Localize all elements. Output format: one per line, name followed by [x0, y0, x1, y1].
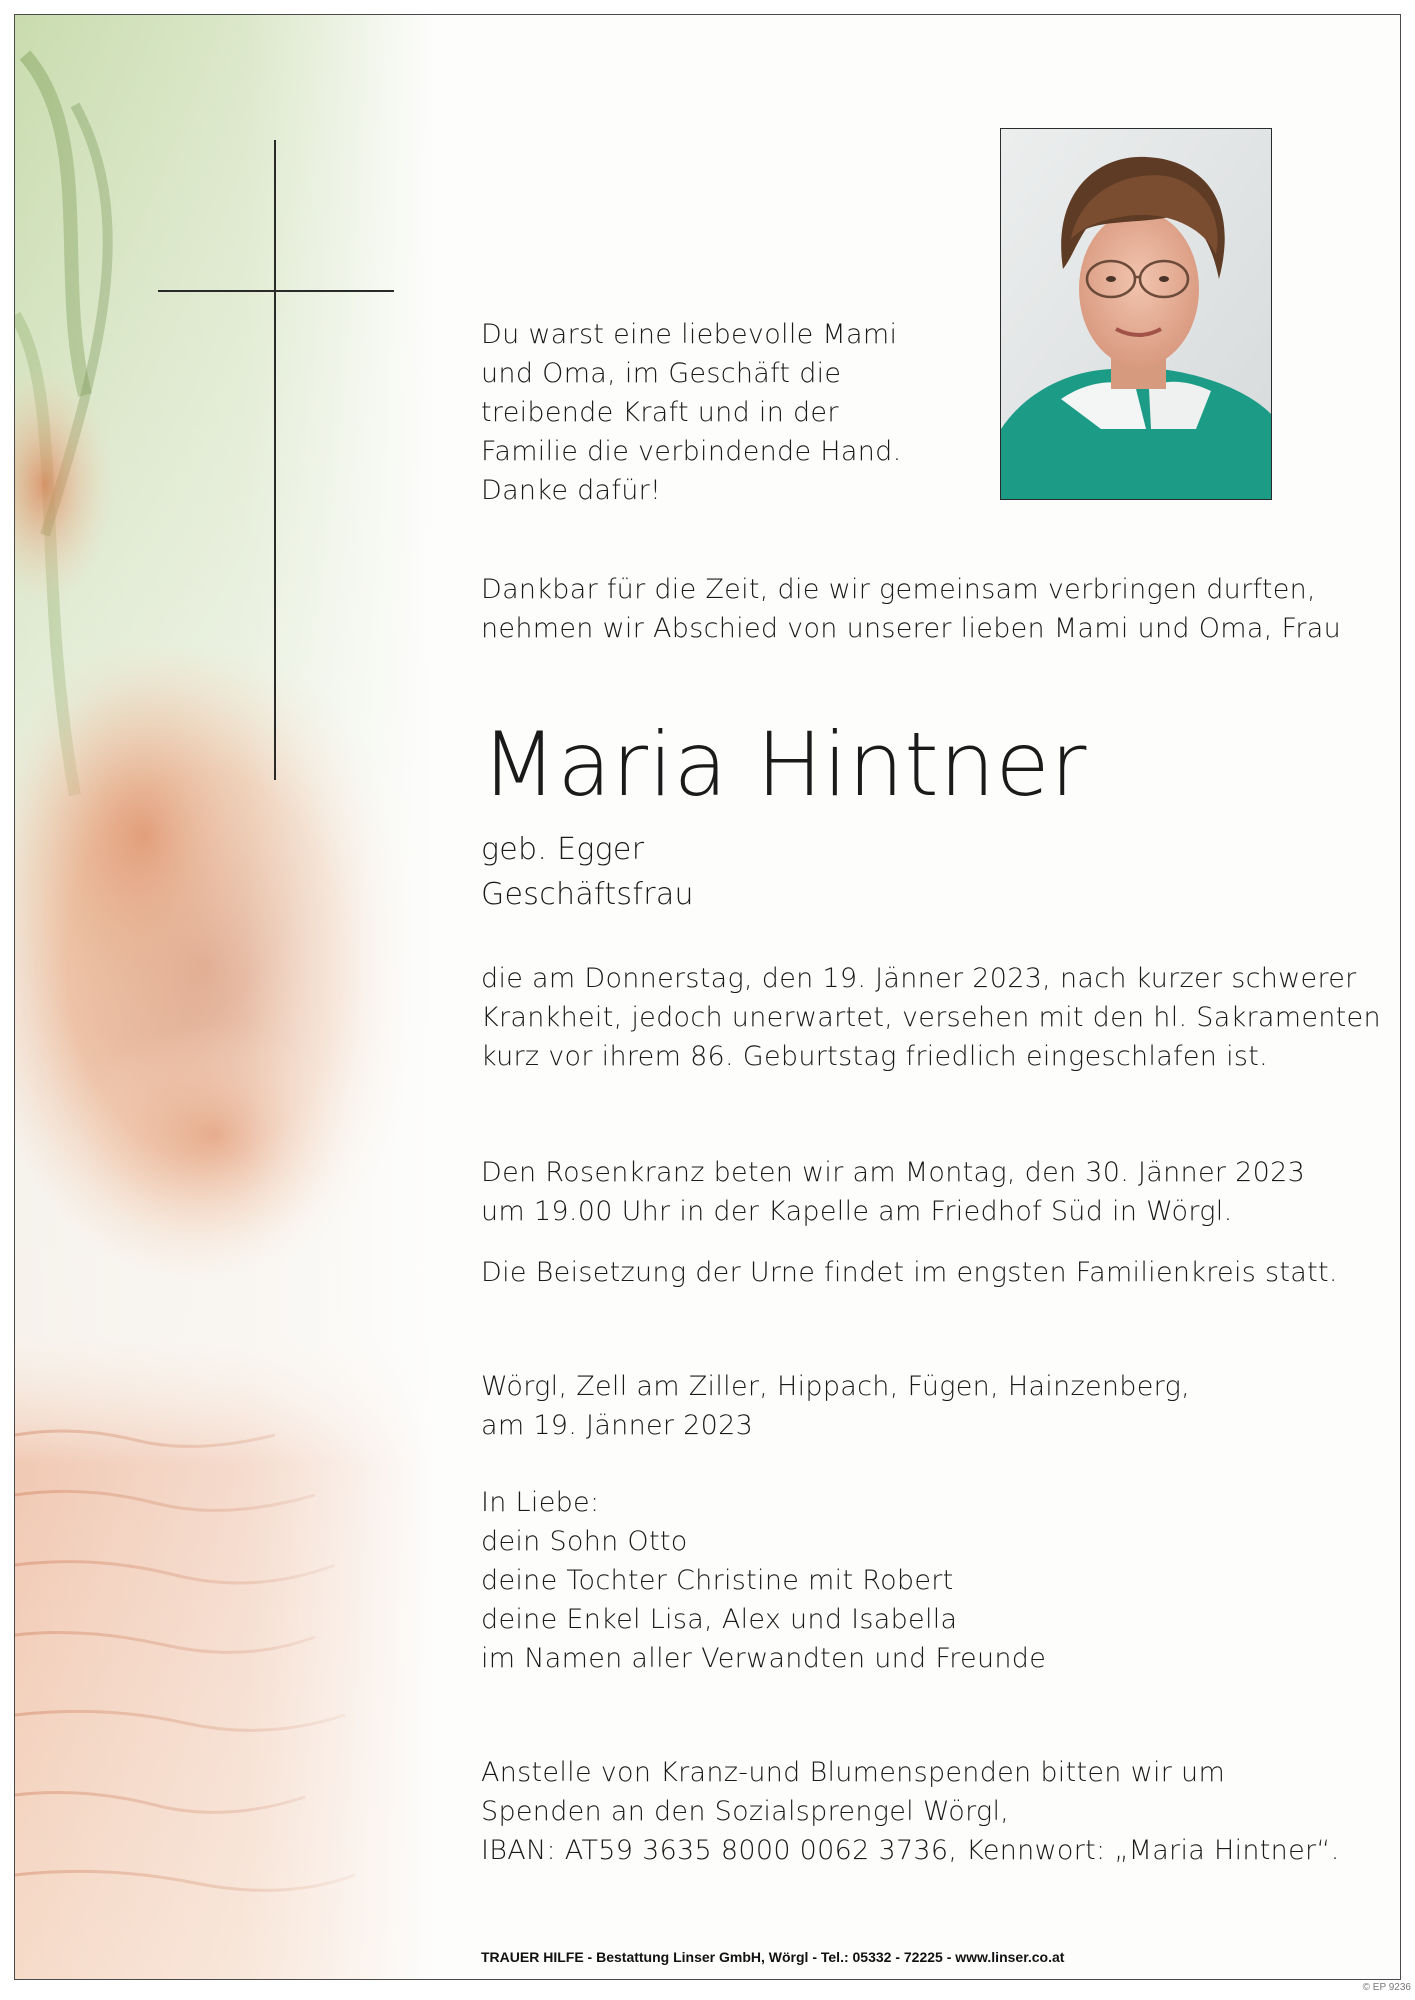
intro-line: Familie die verbindende Hand.	[481, 436, 902, 467]
place-date-line: am 19. Jänner 2023	[481, 1410, 754, 1441]
portrait-photo	[1000, 128, 1272, 500]
intro-line: Danke dafür!	[481, 475, 662, 506]
occupation: Geschäftsfrau	[481, 877, 694, 912]
mourners-list	[481, 1483, 1046, 1678]
poppy-background-image	[15, 15, 435, 1980]
farewell-line: Dankbar für die Zeit, die wir gemeinsam verbringen durften,	[481, 574, 1316, 605]
death-notice-line: kurz vor ihrem 86. Geburtstag friedlich eingeschlafen ist.	[481, 1041, 1269, 1072]
rosary-info	[481, 1153, 1305, 1231]
death-notice	[481, 959, 1381, 1076]
death-notice-line: die am Donnerstag, den 19. Jänner 2023, nach kurzer schwerer	[481, 963, 1357, 994]
place-date	[481, 1367, 1190, 1445]
personal-details	[481, 827, 694, 917]
deceased-name: Maria Hintner	[481, 713, 1087, 816]
print-code: © EP 9236	[1362, 1982, 1411, 1993]
farewell-text	[481, 570, 1341, 648]
donation-line: Spenden an den Sozialsprengel Wörgl,	[481, 1796, 1010, 1827]
intro-line: und Oma, im Geschäft die	[481, 358, 842, 389]
mourner-line: deine Enkel Lisa, Alex und Isabella	[481, 1604, 958, 1635]
rosary-line: Den Rosenkranz beten wir am Montag, den 30. Jänner 2023	[481, 1157, 1306, 1188]
rosary-line: um 19.00 Uhr in der Kapelle am Friedhof Süd in Wörgl.	[481, 1196, 1233, 1227]
death-notice-line: Krankheit, jedoch unerwartet, versehen mit den hl. Sakramenten	[481, 1002, 1381, 1033]
farewell-line: nehmen wir Abschied von unserer lieben Mami und Oma, Frau	[481, 613, 1341, 644]
intro-line: Du warst eine liebevolle Mami	[481, 319, 898, 350]
portrait-image	[1001, 129, 1271, 499]
mourner-line: im Namen aller Verwandten und Freunde	[481, 1643, 1047, 1674]
mourner-line: dein Sohn Otto	[481, 1526, 688, 1557]
burial-info	[481, 1253, 1338, 1292]
place-date-line: Wörgl, Zell am Ziller, Hippach, Fügen, Hainzenberg,	[481, 1371, 1190, 1402]
cross-icon-horizontal	[158, 290, 394, 292]
donation-request	[481, 1753, 1340, 1870]
intro-line: treibende Kraft und in der	[481, 397, 839, 428]
birth-name: geb. Egger	[481, 832, 645, 867]
mourner-line: In Liebe:	[481, 1487, 600, 1518]
cross-icon-vertical	[274, 140, 276, 780]
intro-poem	[481, 315, 901, 510]
burial-line: Die Beisetzung der Urne findet im engsten Familienkreis statt.	[481, 1257, 1338, 1288]
obituary-card	[14, 14, 1401, 1980]
donation-line: IBAN: AT59 3635 8000 0062 3736, Kennwort: „Maria Hintner“.	[481, 1835, 1340, 1866]
donation-line: Anstelle von Kranz-und Blumenspenden bitten wir um	[481, 1757, 1226, 1788]
mourner-line: deine Tochter Christine mit Robert	[481, 1565, 954, 1596]
funeral-home-footer: TRAUER HILFE - Bestattung Linser GmbH, Wörgl - Tel.: 05332 - 72225 - www.linser.co.at	[481, 1949, 1065, 1965]
